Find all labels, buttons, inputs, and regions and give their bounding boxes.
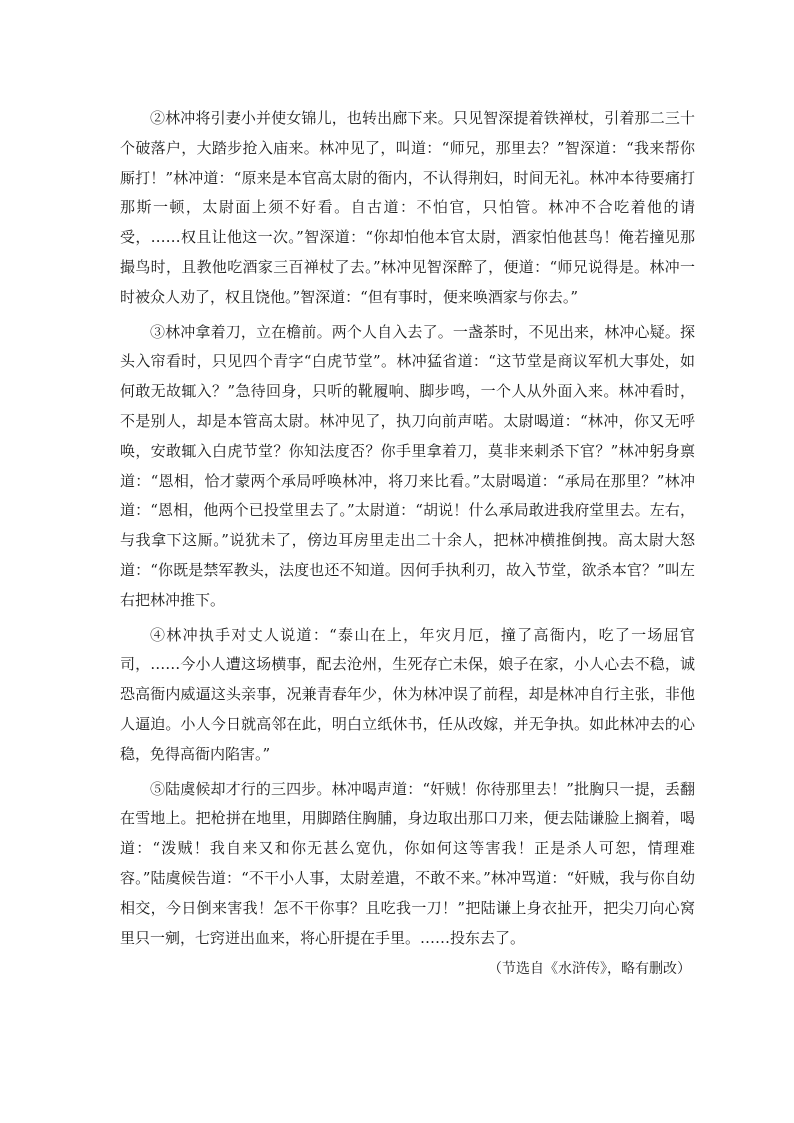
paragraph-2: ②林冲将引妻小并使女锦儿，也转出廊下来。只见智深提着铁禅杖，引着那二三十个破落户，大踏步抢入庙来。林冲见了，叫道：“师兄，那里去？”智深道：“我来帮你厮打！”林冲道：“原来是本官高太尉的衙内，不认得荆妇，时间无礼。林冲本待要痛打那斯一顿，太尉面上须不好看。自古道：不怕官，只怕管。林冲不合吃着他的请受，……权且让他这一次。”智深道：“你却怕他本官太尉，酒家怕他甚鸟！俺若撞见那撮鸟时，且教他吃酒家三百禅杖了去。”林冲见智深醉了，便道：“师兄说得是。林冲一时被众人劝了，权且饶他。”智深道：“但有事时，便来唤酒家与你去。” bbox=[120, 109, 695, 306]
paragraph-5: ⑤陆虞候却才行的三四步。林冲喝声道：“奸贼！你待那里去！”批胸只一提，丢翻在雪地上。把枪拼在地里，用脚踏住胸脯，身边取出那口刀来，便去陆谦脸上搁着，喝道：“泼贼！我自来又和你无甚么宽仇，你如何这等害我！正是杀人可恕，情理难容。”陆虞候告道：“不干小人事，太尉差遣，不敢不来。”林冲骂道：“奸贼，我与你自幼相交，今日倒来害我！怎不干你事？且吃我一刀！”把陆谦上身衣扯开，把尖刀向心窝里只一剜，七窍迸出血来，将心肝提在手里。……投东去了。 bbox=[120, 779, 695, 947]
paragraph-3: ③林冲拿着刀，立在檐前。两个人自入去了。一盏茶时，不见出来，林冲心疑。探头入帘看时，只见四个青字“白虎节堂”。林冲猛省道：“这节堂是商议军机大事处，如何敢无故辄入？”急待回身，只听的靴履响、脚步鸣，一个人从外面入来。林冲看时，不是别人，却是本管高太尉。林冲见了，执刀向前声喏。太尉喝道：“林冲，你又无呼唤，安敢辄入白虎节堂？你知法度否？你手里拿着刀，莫非来刺杀下官？”林冲躬身禀道：“恩相，恰才蒙两个承局呼唤林冲，将刀来比看。”太尉喝道：“承局在那里？”林冲道：“恩相，他两个已投堂里去了。”太尉道：“胡说！什么承局敢进我府堂里去。左右，与我拿下这厮。”说犹未了，傍边耳房里走出二十余人，把林冲横推倒拽。高太尉大怒道：“你既是禁军教头，法度也还不知道。因何手执利刃，故入节堂，欲杀本官？”叫左右把林冲推下。 bbox=[120, 322, 695, 609]
paragraph-4: ④林冲执手对丈人说道：“泰山在上，年灾月厄，撞了高衙内，吃了一场屈官司，……今小人遭这场横事，配去沧州，生死存亡未保，娘子在家，小人心去不稳，诚恐高衙内威逼这头亲事，况兼青春年少，休为林冲误了前程，却是林冲自行主张，非他人逼迫。小人今日就高邻在此，明白立纸休书，任从改嫁，并无争执。如此林冲去的心稳，免得高衙内陷害。” bbox=[120, 625, 695, 763]
source-citation: （节选自《水浒传》，略有删改） bbox=[488, 961, 691, 978]
document-page bbox=[120, 104, 695, 983]
